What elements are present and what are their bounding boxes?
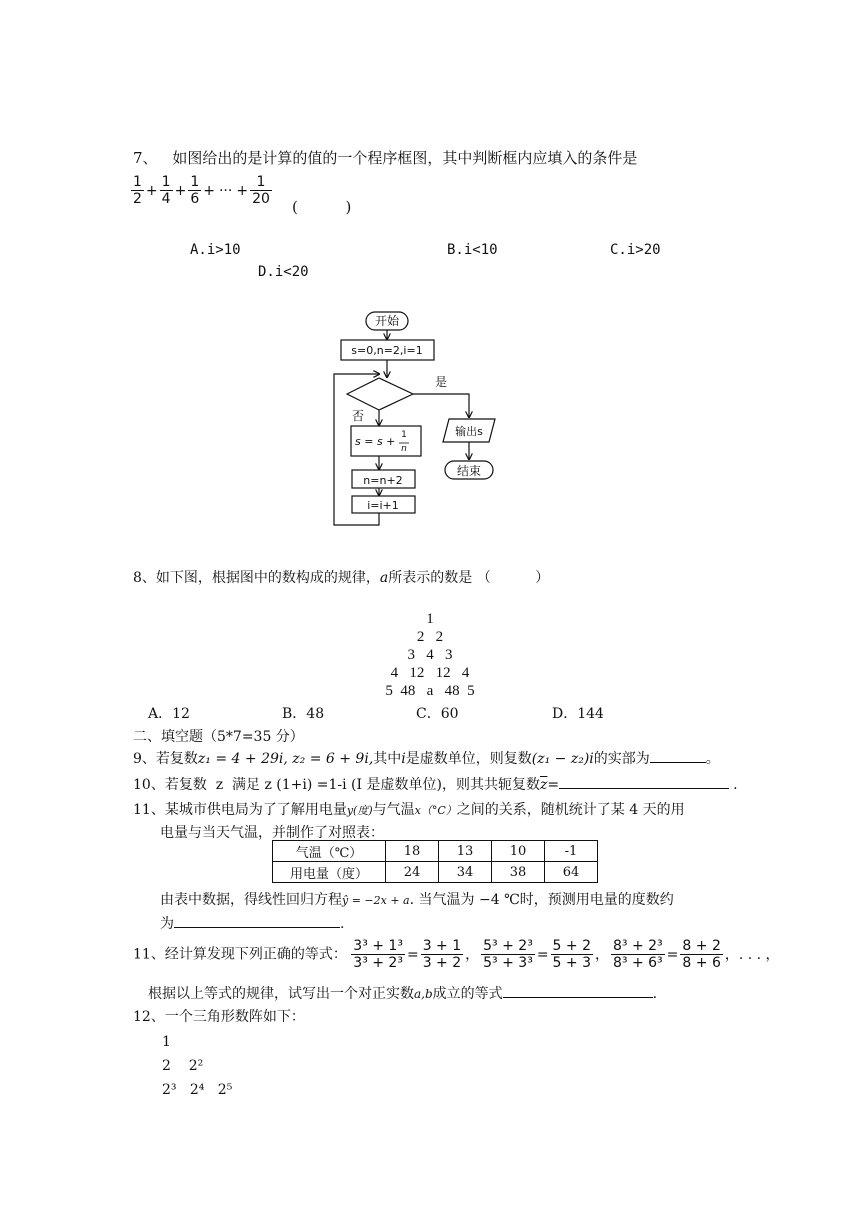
array-row-2: 2 2² — [162, 1058, 204, 1074]
q7-sum-expression: $\frac{1}{2}$ + $\frac{1}{4}$ + $\frac{1}{6}$ + ··· + $\frac{1}{20}$ — [133, 174, 270, 207]
flow-start-label: 开始 — [374, 314, 400, 328]
q7-option-a[interactable]: A.i>10 — [190, 242, 241, 258]
number-triangle — [330, 610, 530, 700]
flow-step-i-label: i=i+1 — [367, 499, 399, 512]
flow-step-n-label: n=n+2 — [363, 474, 403, 487]
q11b-eq-3-left: $\frac{\text{8³ + 2³}}{\text{8³ + 6³}}$ — [613, 938, 663, 971]
triangle-row-1: 1 — [426, 611, 434, 627]
q10-stem: 10、若复数 z 满足 z (1+i) =1-i (I 是虚数单位)，则其共轭复数$\overline{z}=$ . — [133, 774, 738, 794]
q8-stem: 8、如下图，根据图中的数构成的规律，a所表示的数是 （ ） — [133, 570, 550, 586]
flow-assign-num: 1 — [401, 430, 407, 440]
triangle-row-2: 2 2 — [416, 629, 444, 645]
q12-number-array — [162, 1030, 232, 1102]
q8-option-d[interactable]: D．144 — [552, 706, 604, 722]
flow-yes-label: 是 — [435, 375, 448, 389]
q7-text: 如图给出的是计算的值的一个程序框图，其中判断框内应填入的条件是 — [172, 149, 638, 167]
q9-expression-2: (z₁ − z₂)i — [531, 751, 594, 767]
q11b-eq-1-right: $\frac{3 + 1}{3 + 2}$ — [422, 938, 462, 971]
triangle-row-5: 5 48 a 48 5 — [385, 683, 475, 699]
q7-option-b[interactable]: B.i<10 — [447, 242, 498, 258]
q8-option-b[interactable]: B．48 — [282, 706, 325, 722]
q7-option-d[interactable]: D.i<20 — [258, 264, 309, 280]
q11a-line-4: 为 . — [160, 913, 344, 933]
q7-ellipsis: ··· — [218, 182, 233, 199]
q11b-eq-3-right: $\frac{8 + 2}{8 + 6}$ — [682, 938, 721, 971]
array-row-3: 2³ 2⁴ 2⁵ — [162, 1082, 233, 1098]
q7-fraction: $\frac{1}{2}$ — [133, 174, 142, 207]
q7-fraction: $\frac{1}{6}$ — [190, 174, 200, 207]
table-row: 气温（℃） 18 13 10 -1 — [273, 841, 598, 862]
q9-answer-blank[interactable] — [650, 748, 706, 763]
q8-var-a: a — [379, 570, 389, 586]
triangle-row-3: 3 4 3 — [407, 647, 453, 663]
q11b-line-2: 根据以上等式的规律，试写出一个对正实数a,b成立的等式 . — [148, 983, 657, 1003]
q11b-answer-blank[interactable] — [503, 983, 653, 998]
array-row-1: 1 — [162, 1034, 171, 1050]
flow-no-label: 否 — [352, 409, 365, 423]
q11a-line-3: 由表中数据，得线性回归方程ŷ = −2x + a. 当气温为 −4 ℃时，预测用电量的度数约 — [160, 892, 674, 908]
q7-option-c[interactable]: C.i>20 — [610, 242, 661, 258]
temperature-power-table — [272, 840, 598, 883]
q11b-eq-1-left: $\frac{\text{3³ + 1³}}{\text{3³ + 2³}}$ — [353, 938, 403, 971]
q10-answer-blank[interactable] — [559, 774, 729, 789]
q11b-line-1: 11、经计算发现下列正确的等式： $\frac{\text{3³ + 1³}}{\text{3³ + 2³}}$ = $\frac{3 + 1}{3 + 2}$ ， $\frac{\text{5³ + 2³}}{\text{5³ + 3³}}$ = $\frac{5 + 2}{5 + 3}$ ， $\frac{\text{8³ + 2³}}{\text{8³ + 6³}}$ = $\frac{8 + 2}{8 + 6}$ ，. . . ， — [133, 938, 780, 971]
q7-answer-paren: ( ) — [292, 198, 352, 216]
q7-fraction: $\frac{1}{20}$ — [252, 174, 270, 207]
q9-stem: 9、若复数z₁ = 4 + 29i, z₂ = 6 + 9i,其中i是虚数单位，则复数(z₁ − z₂)i的实部为 。 — [133, 748, 720, 768]
q8-option-a[interactable]: A．12 — [148, 706, 190, 722]
q7-number: 7、 — [133, 149, 158, 167]
q7-fraction: $\frac{1}{4}$ — [161, 174, 171, 207]
q7-stem — [133, 147, 637, 168]
flow-decision-diamond — [347, 378, 413, 410]
flow-assign-label: s = s + — [355, 435, 396, 448]
q11a-line-1: 11、某城市供电局为了了解用电量y(度)与气温x（°C）之间的关系，随机统计了某 4 天的用 — [133, 802, 685, 818]
q9-expression: z₁ = 4 + 29i, z₂ = 6 + 9i, — [197, 751, 374, 767]
q12-stem: 12、一个三角形数阵如下： — [133, 1009, 305, 1025]
flow-output-label: 输出s — [455, 425, 483, 438]
q10-conjugate-z: $\overline{z}$ — [539, 777, 548, 793]
regression-equation: ŷ = −2x + a — [342, 894, 410, 907]
q11b-eq-2-left: $\frac{\text{5³ + 2³}}{\text{5³ + 3³}}$ — [483, 938, 533, 971]
q11a-answer-blank[interactable] — [174, 913, 340, 928]
flowchart-diagram — [325, 305, 535, 535]
q11b-eq-2-right: $\frac{5 + 2}{5 + 3}$ — [552, 938, 591, 971]
q11a-line-2: 电量与当天气温，并制作了对照表： — [160, 825, 384, 841]
table-row: 用电量（度） 24 34 38 64 — [273, 862, 598, 883]
flow-assign-den: n — [401, 444, 407, 454]
section-fill-in-heading: 二、填空题（5*7=35 分） — [133, 729, 304, 745]
flow-end-label: 结束 — [456, 464, 482, 478]
flow-init-label: s=0,n=2,i=1 — [351, 344, 423, 357]
triangle-row-4: 4 12 12 4 — [390, 665, 470, 681]
q8-option-c[interactable]: C．60 — [416, 706, 459, 722]
